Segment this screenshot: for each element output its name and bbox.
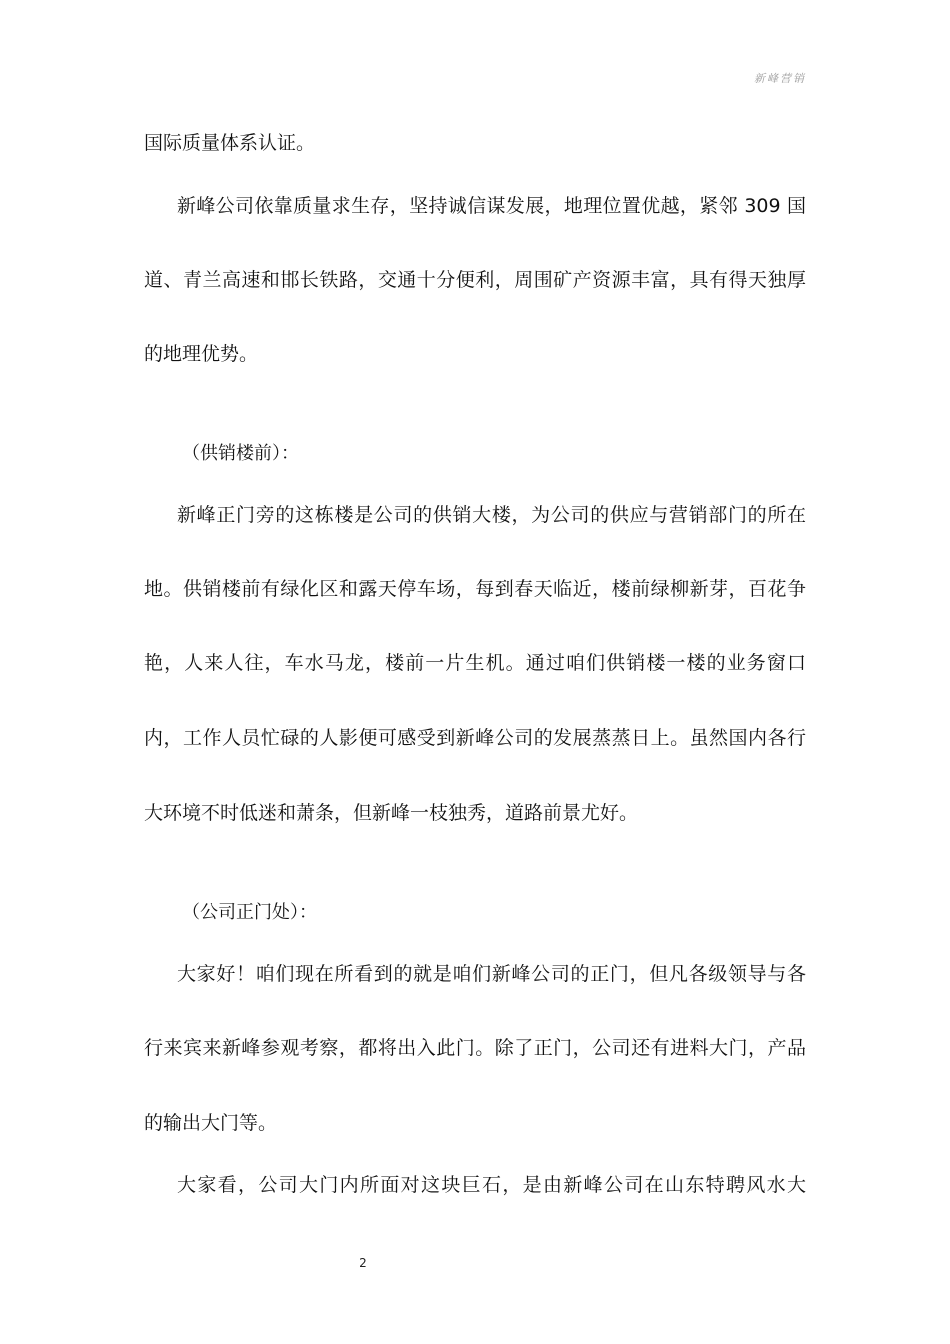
text-line: 内，工作人员忙碌的人影便可感受到新峰公司的发展蒸蒸日上。虽然国内各行 (144, 727, 806, 749)
text-line: 的输出大门等。 (144, 1112, 278, 1134)
text-line: 国际质量体系认证。 (144, 132, 316, 154)
paragraph-first-line: 新峰公司依靠质量求生存，坚持诚信谋发展，地理位置优越，紧邻 309 国 (177, 195, 806, 217)
header-brand-mark: 新峰营销 (754, 72, 806, 85)
paragraph-first-line: 大家看，公司大门内所面对这块巨石，是由新峰公司在山东特聘风水大 (177, 1174, 806, 1196)
paragraph-first-line: 大家好！咱们现在所看到的就是咱们新峰公司的正门，但凡各级领导与各 (177, 963, 806, 985)
text-line: 地。供销楼前有绿化区和露天停车场，每到春天临近，楼前绿柳新芽，百花争 (144, 578, 806, 600)
page-number: 2 (359, 1256, 367, 1270)
text-line: 道、青兰高速和邯长铁路，交通十分便利，周围矿产资源丰富，具有得天独厚 (144, 269, 806, 291)
text-line: 的地理优势。 (144, 343, 259, 365)
section-heading: （公司正门处）： (182, 902, 317, 923)
paragraph-first-line: 新峰正门旁的这栋楼是公司的供销大楼，为公司的供应与营销部门的所在 (177, 504, 806, 526)
text-line: 大环境不时低迷和萧条，但新峰一枝独秀，道路前景尤好。 (144, 802, 639, 824)
section-heading: （供销楼前）： (182, 443, 299, 464)
text-line: 行来宾来新峰参观考察，都将出入此门。除了正门，公司还有进料大门，产品 (144, 1037, 806, 1059)
text-line: 艳，人来人往，车水马龙，楼前一片生机。通过咱们供销楼一楼的业务窗口 (144, 652, 806, 674)
